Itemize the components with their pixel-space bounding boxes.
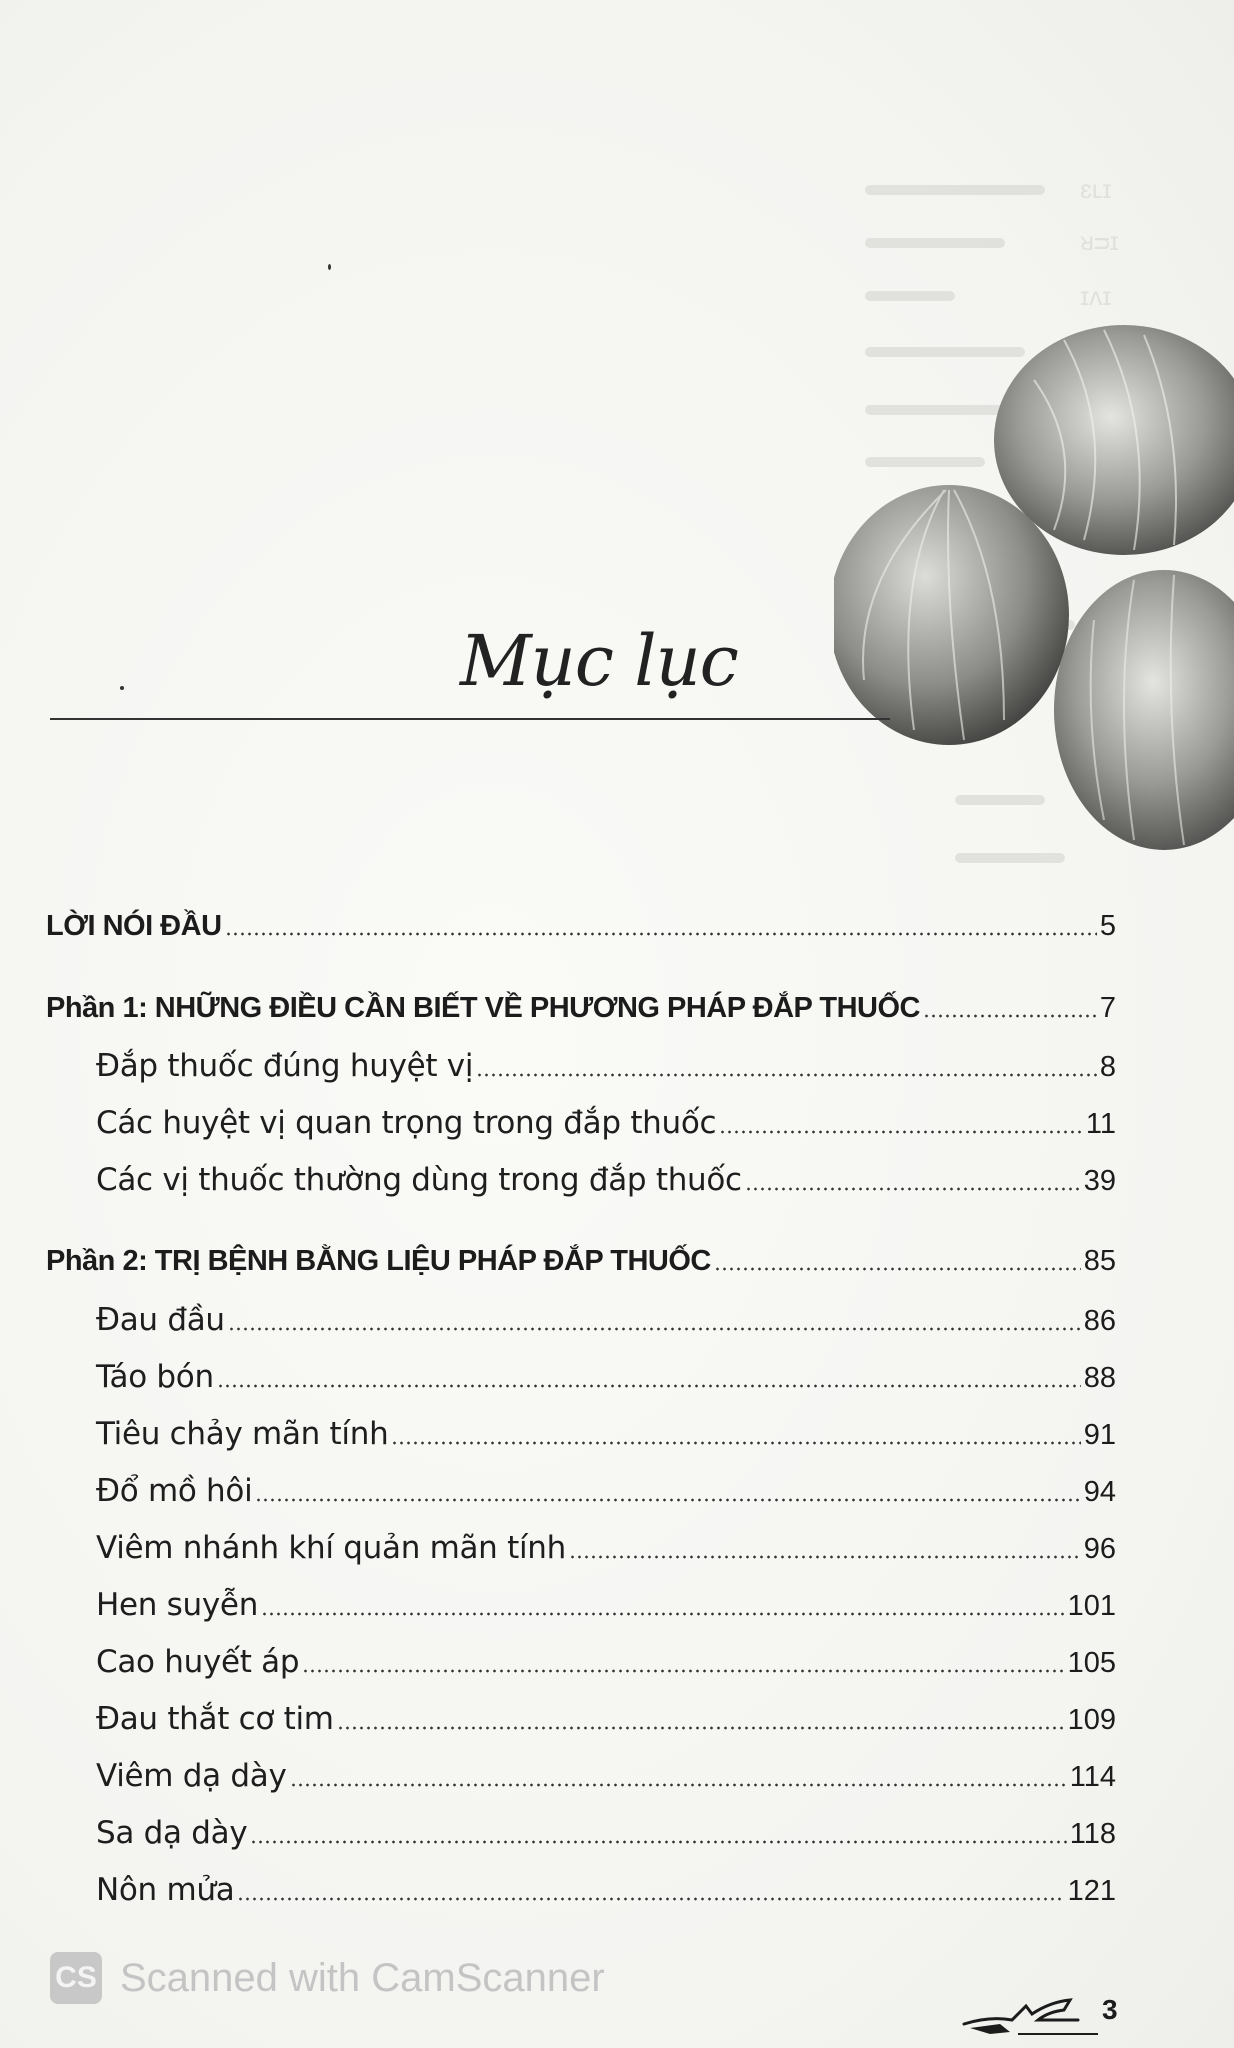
toc-entry-page: 101 xyxy=(1067,1590,1116,1622)
speck xyxy=(120,686,124,690)
toc-entry-label: Viêm dạ dày xyxy=(96,1758,287,1794)
toc-entry-page: 86 xyxy=(1083,1305,1116,1337)
toc-entry-label: Nôn mửa xyxy=(96,1872,235,1908)
toc-entry[interactable] xyxy=(96,1162,1116,1198)
toc-entry-page: 91 xyxy=(1083,1419,1116,1451)
toc-entry-label: Hen suyễn xyxy=(96,1587,259,1623)
toc-entry-page: 96 xyxy=(1083,1533,1116,1565)
toc-entry[interactable] xyxy=(96,1473,1116,1509)
toc-entry-page: 7 xyxy=(1099,992,1116,1024)
toc-entry-page: 114 xyxy=(1069,1761,1116,1793)
toc-entry[interactable] xyxy=(96,1416,1116,1452)
scanner-watermark: Scanned with CamScanner xyxy=(120,1956,605,2000)
toc-entry-page: 88 xyxy=(1083,1362,1116,1394)
dot-leader xyxy=(569,1555,1081,1559)
dot-leader xyxy=(250,1840,1066,1844)
toc-entry-part2[interactable] xyxy=(46,1245,1116,1278)
page-ornament-icon xyxy=(960,1990,1100,2040)
toc-entry-page: 105 xyxy=(1067,1647,1116,1679)
svg-text:ɛʟɪ: ɛʟɪ xyxy=(1080,174,1112,204)
dot-leader xyxy=(228,1327,1081,1331)
toc-entry-label: Sa dạ dày xyxy=(96,1815,248,1851)
toc-entry-label: Đau đầu xyxy=(96,1302,225,1338)
toc-entry-page: 118 xyxy=(1069,1818,1116,1850)
toc-entry-label: Phần 2: TRỊ BỆNH BẰNG LIỆU PHÁP ĐẮP THUỐC xyxy=(46,1245,711,1277)
svg-text:ᴚᴝɪ: ᴚᴝɪ xyxy=(1080,226,1119,256)
toc-entry[interactable] xyxy=(96,1359,1116,1395)
toc-entry-label: Phần 1: NHỮNG ĐIỀU CẦN BIẾT VỀ PHƯƠNG PHÁP ĐẮP THUỐC xyxy=(46,992,920,1024)
toc-entry-label: Đổ mồ hôi xyxy=(96,1473,253,1509)
toc-entry-label: Cao huyết áp xyxy=(96,1644,300,1680)
toc-entry[interactable] xyxy=(96,1815,1116,1851)
toc-entry[interactable] xyxy=(96,1530,1116,1566)
dot-leader xyxy=(255,1498,1080,1502)
camscanner-logo-icon: CS xyxy=(50,1952,102,2004)
dot-leader xyxy=(719,1130,1083,1134)
page-title: Mục lục xyxy=(460,620,738,702)
toc-entry[interactable] xyxy=(96,1105,1116,1141)
toc-entry-label: Đau thắt cơ tim xyxy=(96,1701,334,1737)
toc-entry-label: LỜI NÓI ĐẦU xyxy=(46,910,222,942)
svg-text:ɪʌɪ: ɪʌɪ xyxy=(1080,281,1112,311)
toc-entry-label: Viêm nhánh khí quản mãn tính xyxy=(96,1530,566,1566)
toc-entry-page: 94 xyxy=(1083,1476,1116,1508)
toc-entry-preface[interactable] xyxy=(46,910,1116,943)
speck xyxy=(328,264,331,270)
title-underline xyxy=(50,718,890,720)
dot-leader xyxy=(261,1612,1065,1616)
toc-entry-label: Các huyệt vị quan trọng trong đắp thuốc xyxy=(96,1105,717,1141)
dot-leader xyxy=(237,1897,1064,1901)
dot-leader xyxy=(217,1384,1081,1388)
page-number: 3 xyxy=(1102,1994,1118,2025)
dot-leader xyxy=(923,1014,1097,1018)
toc-entry-page: 39 xyxy=(1083,1165,1116,1197)
toc-entry-label: Các vị thuốc thường dùng trong đắp thuốc xyxy=(96,1162,742,1198)
toc-entry-part1[interactable] xyxy=(46,992,1116,1025)
garlic-illustration xyxy=(834,320,1234,880)
toc-entry[interactable] xyxy=(96,1872,1116,1908)
toc-entry-page: 121 xyxy=(1067,1875,1116,1907)
toc-entry-page: 5 xyxy=(1099,910,1116,942)
toc-entry[interactable] xyxy=(96,1644,1116,1680)
dot-leader xyxy=(745,1187,1081,1191)
dot-leader xyxy=(391,1441,1080,1445)
toc-entry[interactable] xyxy=(96,1048,1116,1084)
toc-entry-label: Tiêu chảy mãn tính xyxy=(96,1416,389,1452)
dot-leader xyxy=(290,1783,1067,1787)
toc-entry-label: Đắp thuốc đúng huyệt vị xyxy=(96,1048,474,1084)
dot-leader xyxy=(302,1669,1064,1673)
dot-leader xyxy=(714,1267,1081,1271)
toc-entry-page: 11 xyxy=(1085,1108,1116,1140)
toc-entry[interactable] xyxy=(96,1302,1116,1338)
toc-entry-page: 85 xyxy=(1083,1245,1116,1277)
dot-leader xyxy=(476,1073,1097,1077)
toc-entry[interactable] xyxy=(96,1701,1116,1737)
toc-entry-page: 8 xyxy=(1099,1051,1116,1083)
dot-leader xyxy=(225,932,1097,936)
toc-entry[interactable] xyxy=(96,1587,1116,1623)
toc-entry[interactable] xyxy=(96,1758,1116,1794)
toc-entry-page: 109 xyxy=(1067,1704,1116,1736)
dot-leader xyxy=(337,1726,1065,1730)
toc-entry-label: Táo bón xyxy=(96,1359,214,1395)
